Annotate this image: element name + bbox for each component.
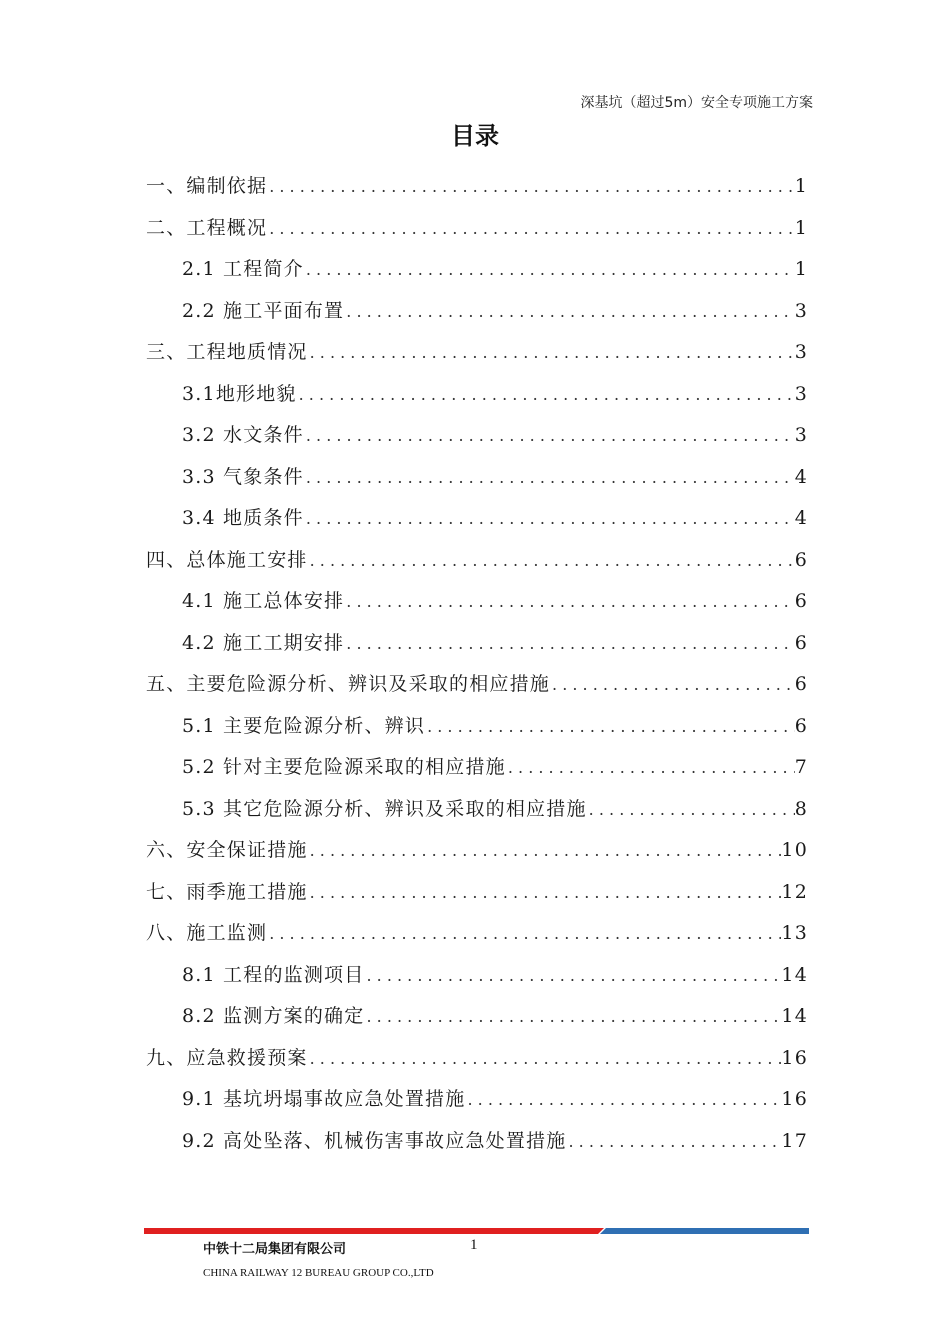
- toc-entry-title: 三、工程地质情况: [146, 341, 308, 363]
- toc-dot-leader: [550, 664, 795, 706]
- toc-entry-page: 4: [794, 465, 808, 488]
- toc-entry-title: 8.1 工程的监测项目: [182, 963, 365, 986]
- toc-entry-title: 2.1 工程简介: [182, 258, 304, 280]
- toc-entry-title: 4.2 施工工期安排: [182, 631, 345, 654]
- toc-entry[interactable]: [146, 623, 808, 665]
- toc-dot-leader: [308, 332, 795, 374]
- toc-dot-leader: [297, 374, 795, 416]
- toc-entry[interactable]: [146, 581, 808, 623]
- toc-entry[interactable]: [146, 457, 808, 499]
- toc-entry-title: 八、施工监测: [146, 922, 268, 944]
- toc-entry-title: 2.2 施工平面布置: [182, 299, 345, 322]
- toc-entry-page: 6: [794, 548, 808, 571]
- toc-entry-page: 6: [794, 714, 808, 737]
- toc-entry[interactable]: [146, 415, 808, 457]
- toc-entry[interactable]: [146, 996, 808, 1038]
- toc-dot-leader: [344, 581, 794, 623]
- toc-entry[interactable]: [146, 747, 808, 789]
- toc-entry-page: 1: [794, 216, 808, 239]
- toc-entry-title: 五、主要危险源分析、辨识及采取的相应措施: [146, 673, 551, 695]
- toc-dot-leader: [304, 415, 795, 457]
- running-header: 深基坑（超过5m）安全专项施工方案: [580, 95, 813, 111]
- toc-entry[interactable]: [146, 291, 808, 333]
- toc-entry[interactable]: [146, 664, 808, 706]
- toc-entry-title: 5.3 其它危险源分析、辨识及采取的相应措施: [182, 797, 587, 820]
- toc-dot-leader: [304, 457, 795, 499]
- toc-dot-leader: [344, 291, 794, 333]
- toc-entry-page: 10: [781, 839, 808, 861]
- toc-dot-leader: [344, 623, 794, 665]
- toc-dot-leader: [308, 1038, 782, 1080]
- toc-entry[interactable]: [146, 913, 808, 955]
- footer-bar-blue-segment: [600, 1228, 809, 1234]
- toc-dot-leader: [364, 996, 781, 1038]
- toc-dot-leader: [587, 789, 795, 831]
- toc-entry[interactable]: [146, 1121, 808, 1163]
- toc-entry[interactable]: [146, 872, 808, 914]
- toc-entry-page: 3: [794, 341, 808, 363]
- toc-entry[interactable]: [146, 706, 808, 748]
- toc-entry-title: 9.1 基坑坍塌事故应急处置措施: [182, 1088, 466, 1110]
- toc-entry[interactable]: [146, 208, 808, 250]
- toc-entry-title: 4.1 施工总体安排: [182, 590, 345, 612]
- toc-entry[interactable]: [146, 332, 808, 374]
- toc-dot-leader: [304, 249, 795, 291]
- toc-entry-page: 13: [781, 922, 808, 944]
- toc-entry-page: 14: [781, 1005, 808, 1027]
- toc-entry-page: 8: [794, 797, 808, 820]
- toc-dot-leader: [425, 706, 795, 748]
- toc-entry-page: 3: [794, 424, 808, 446]
- toc-dot-leader: [506, 747, 795, 789]
- toc-entry-title: 8.2 监测方案的确定: [182, 1005, 365, 1027]
- toc-dot-leader: [308, 540, 795, 582]
- footer-color-bar: [144, 1228, 809, 1234]
- toc-entry-title: 九、应急救援预案: [146, 1046, 308, 1069]
- toc-entry-page: 6: [794, 673, 808, 695]
- toc-dot-leader: [364, 955, 781, 997]
- toc-entry[interactable]: [146, 374, 808, 416]
- toc-dot-leader: [566, 1121, 781, 1163]
- toc-entry-title: 一、编制依据: [146, 175, 268, 197]
- toc-dot-leader: [465, 1079, 781, 1121]
- toc-entry-title: 二、工程概况: [146, 216, 268, 239]
- toc-entry[interactable]: [146, 498, 808, 540]
- footer-page-number: 1: [470, 1237, 478, 1253]
- toc-entry-page: 14: [781, 963, 808, 986]
- toc-entry-title: 9.2 高处坠落、机械伤害事故应急处置措施: [182, 1129, 567, 1152]
- toc-entry[interactable]: [146, 789, 808, 831]
- toc-dot-leader: [267, 208, 795, 250]
- toc-entry[interactable]: [146, 1079, 808, 1121]
- toc-entry-page: 7: [794, 756, 808, 778]
- toc-entry-title: 六、安全保证措施: [146, 839, 308, 861]
- toc-dot-leader: [308, 830, 782, 872]
- toc-entry-page: 3: [794, 382, 808, 405]
- footer-company-name: 中铁十二局集团有限公司: [203, 1242, 347, 1257]
- toc-dot-leader: [304, 498, 795, 540]
- toc-entry[interactable]: [146, 166, 808, 208]
- toc-entry-page: 16: [781, 1046, 808, 1069]
- toc-entry-title: 3.2 水文条件: [182, 424, 304, 446]
- toc-entry[interactable]: [146, 1038, 808, 1080]
- toc-entry-title: 3.3 气象条件: [182, 465, 304, 488]
- toc-entry-page: 6: [794, 631, 808, 654]
- toc-dot-leader: [308, 872, 782, 914]
- toc-entry-page: 6: [794, 590, 808, 612]
- toc-dot-leader: [267, 913, 781, 955]
- toc-entry-page: 17: [781, 1129, 808, 1152]
- toc-entry-title: 5.1 主要危险源分析、辨识: [182, 714, 426, 737]
- toc-entry-title: 3.1地形地貌: [182, 382, 297, 405]
- footer-company-name-en: CHINA RAILWAY 12 BUREAU GROUP CO.,LTD: [203, 1267, 434, 1279]
- toc-entry-page: 12: [781, 880, 808, 903]
- table-of-contents: [146, 166, 808, 1162]
- toc-entry-title: 5.2 针对主要危险源采取的相应措施: [182, 756, 506, 778]
- toc-entry[interactable]: [146, 955, 808, 997]
- toc-entry-page: 16: [781, 1088, 808, 1110]
- toc-entry-page: 1: [794, 175, 808, 197]
- toc-entry-title: 3.4 地质条件: [182, 507, 304, 529]
- toc-entry[interactable]: [146, 249, 808, 291]
- toc-entry-page: 1: [794, 258, 808, 280]
- toc-entry-page: 3: [794, 299, 808, 322]
- toc-dot-leader: [267, 166, 795, 208]
- toc-entry[interactable]: [146, 830, 808, 872]
- toc-entry-title: 七、雨季施工措施: [146, 880, 308, 903]
- toc-entry[interactable]: [146, 540, 808, 582]
- footer-bar-red-segment: [144, 1228, 604, 1234]
- page-title: 目录: [451, 122, 499, 150]
- toc-entry-title: 四、总体施工安排: [146, 548, 308, 571]
- toc-entry-page: 4: [794, 507, 808, 529]
